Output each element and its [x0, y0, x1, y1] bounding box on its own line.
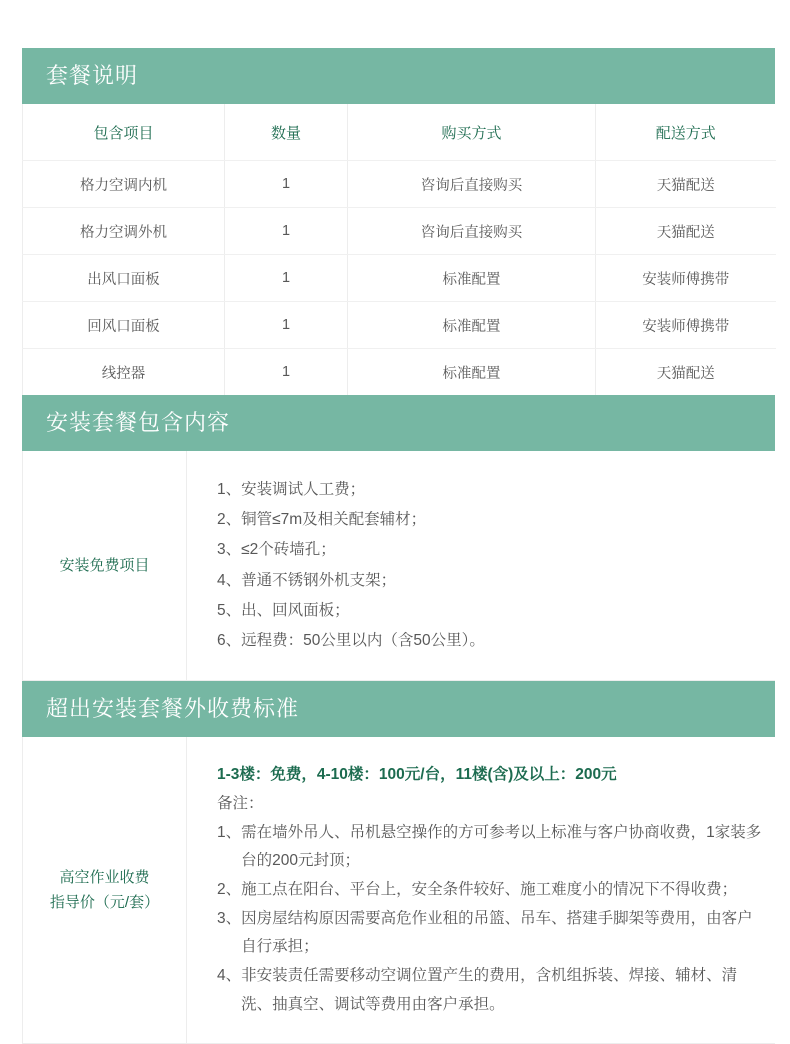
extra-fee-label	[23, 737, 187, 1043]
list-item-number: 4、	[217, 967, 242, 985]
column-header-purchase-method: 购买方式	[348, 104, 596, 161]
included-block	[22, 451, 775, 681]
column-header-quantity: 数量	[225, 104, 348, 161]
list-item-text: 非安装责任需要移动空调位置产生的费用，含机组拆装、焊接、辅材、清洗、抽真空、调试等费用由客户承担。	[241, 967, 738, 1013]
list-item-number: 2、	[217, 881, 242, 898]
cell-quantity: 1	[225, 208, 348, 255]
cell-quantity: 1	[225, 302, 348, 349]
cell-quantity: 1	[225, 161, 348, 208]
list-item: 4、普通不锈钢外机支架；	[217, 571, 397, 589]
cell-item: 线控器	[23, 349, 225, 396]
list-item	[217, 905, 765, 962]
table-header-row	[23, 104, 776, 161]
extra-fee-body	[187, 737, 775, 1043]
cell-purchase-method: 标准配置	[348, 302, 596, 349]
list-item	[217, 819, 765, 876]
spec-table-head	[23, 104, 776, 161]
cell-item: 回风口面板	[23, 302, 225, 349]
list-item	[217, 962, 765, 1019]
cell-quantity: 1	[225, 349, 348, 396]
column-header-delivery-method: 配送方式	[596, 104, 776, 161]
extra-fee-block	[22, 737, 775, 1044]
cell-purchase-method: 标准配置	[348, 349, 596, 396]
included-label: 安装免费项目	[23, 451, 187, 680]
table-row	[23, 161, 776, 208]
cell-delivery-method: 天猫配送	[596, 161, 776, 208]
list-item: 5、出、回风面板；	[217, 601, 350, 619]
section-banner-extra-fee: 超出安装套餐外收费标准	[22, 681, 775, 737]
extra-fee-label-line2: 指导价（元/套）	[49, 894, 160, 912]
cell-delivery-method: 安装师傅携带	[596, 302, 776, 349]
list-item-text: 施工点在阳台、平台上，安全条件较好、施工难度小的情况下不得收费；	[241, 881, 738, 898]
fee-headline: 1-3楼：免费，4-10楼：100元/台，11楼(含)及以上：200元	[217, 766, 617, 784]
cell-delivery-method: 安装师傅携带	[596, 255, 776, 302]
cell-purchase-method: 咨询后直接购买	[348, 161, 596, 208]
list-item	[217, 876, 765, 905]
table-row	[23, 349, 776, 396]
list-item-number: 3、	[217, 909, 242, 927]
table-row	[23, 255, 776, 302]
cell-delivery-method: 天猫配送	[656, 365, 715, 382]
cell-delivery-method: 天猫配送	[596, 208, 776, 255]
included-body	[187, 451, 775, 680]
spec-table	[22, 104, 776, 395]
list-item: 3、≤2个砖墙孔；	[217, 541, 336, 559]
cell-purchase-method: 标准配置	[348, 255, 596, 302]
cell-item: 格力空调内机	[23, 161, 225, 208]
cell-item: 出风口面板	[23, 255, 225, 302]
cell-quantity: 1	[225, 255, 348, 302]
cell-item: 格力空调外机	[23, 208, 225, 255]
spec-table-body	[23, 161, 776, 396]
section-banner-spec: 套餐说明	[22, 48, 775, 104]
list-item-text: 因房屋结构原因需要高危作业租的吊篮、吊车、搭建手脚架等费用，由客户自行承担；	[241, 909, 753, 956]
fee-note-label: 备注：	[217, 794, 264, 812]
table-row	[23, 302, 776, 349]
cell-purchase-method: 咨询后直接购买	[348, 208, 596, 255]
extra-fee-label-line1: 高空作业收费	[59, 868, 150, 886]
list-item: 6、远程费：50公里以内（含50公里）。	[217, 632, 485, 650]
list-item: 1、安装调试人工费；	[217, 481, 366, 498]
section-banner-included: 安装套餐包含内容	[22, 395, 775, 451]
list-item-number: 1、	[217, 823, 242, 841]
table-row	[23, 208, 776, 255]
list-item-text: 需在墙外吊人、吊机悬空操作的方可参考以上标准与客户协商收费，1家装多台的200元封顶；	[241, 823, 762, 870]
column-header-item: 包含项目	[23, 104, 225, 161]
list-item: 2、铜管≤7m及相关配套辅材；	[217, 511, 427, 529]
